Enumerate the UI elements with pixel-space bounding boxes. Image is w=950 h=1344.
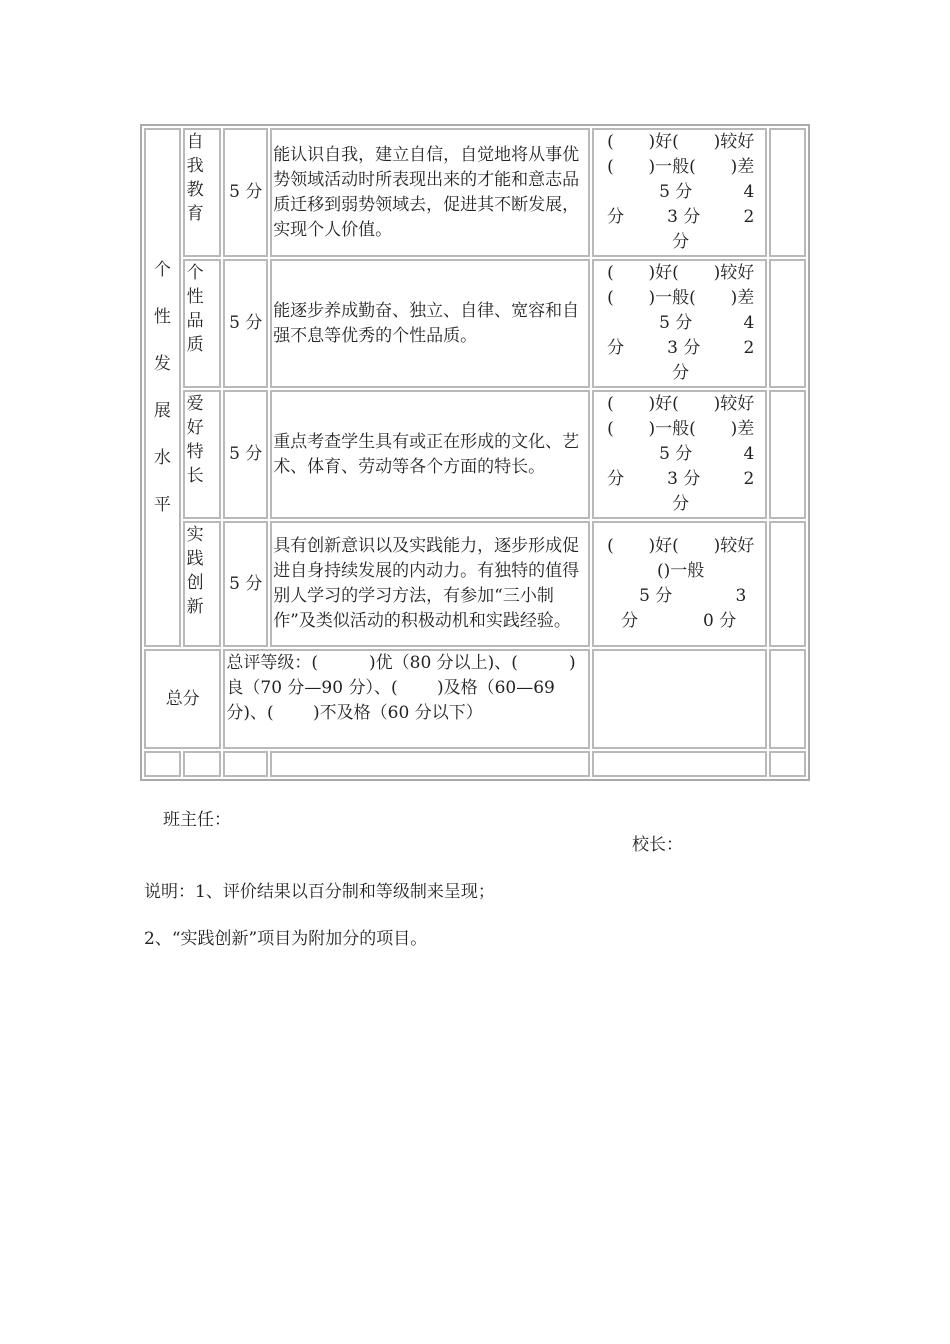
subitem-label: 个性 <box>186 263 204 307</box>
empty-cell <box>223 751 268 777</box>
grade-line: 分 <box>672 363 690 383</box>
empty-cell <box>769 390 806 519</box>
grade-line: 分 3 分 2 <box>607 207 755 227</box>
subitem-label: 爱好 <box>186 394 204 438</box>
principal-signature-label: 校长： <box>632 835 683 855</box>
subitem-cell <box>183 521 222 647</box>
description-cell: 能逐步养成勤奋、独立、自律、宽容和自强不息等优秀的个性品质。 <box>270 259 590 388</box>
table-row <box>144 390 806 519</box>
score-cell: 5 分 <box>223 390 268 519</box>
grade-line: ( )一般 <box>657 561 705 581</box>
table-row <box>144 751 806 777</box>
headteacher-signature-label: 班主任： <box>163 810 231 830</box>
empty-cell <box>183 751 222 777</box>
note-line-2: 2、“实践创新”项目为附加分的项目。 <box>144 929 428 949</box>
empty-cell <box>144 751 181 777</box>
category-char: 性 <box>153 306 171 327</box>
grade-line: 5 分 4 <box>659 182 755 202</box>
description-cell: 重点考查学生具有或正在形成的文化、艺术、体育、劳动等各个方面的特长。 <box>270 390 590 519</box>
category-char: 个 <box>153 259 171 280</box>
total-grade-text: 总评等级：( )优（80 分以上)、( )良（70 分—90 分）、( )及格（60—69 分)、( )不及格（60 分以下） <box>223 649 590 749</box>
grade-line: 分 <box>672 494 690 514</box>
grade-line: ( )一般( )差 <box>607 157 755 177</box>
category-char: 发 <box>153 353 171 374</box>
grade-cell <box>592 521 767 647</box>
category-char: 展 <box>153 400 171 421</box>
note-line-1: 说明：1、评价结果以百分制和等级制来呈现； <box>144 882 495 902</box>
subitem-cell <box>183 128 222 257</box>
score-cell: 5 分 <box>223 521 268 647</box>
empty-cell <box>769 259 806 388</box>
category-char: 水 <box>153 447 171 468</box>
table-row <box>144 649 806 749</box>
empty-cell <box>769 649 806 749</box>
grade-line: ( )好( )较好 <box>607 536 755 556</box>
grade-cell <box>592 259 767 388</box>
description-cell: 能认识自我，建立自信，自觉地将从事优势领域活动时所表现出来的才能和意志品质迁移到弱势领域去，促进其不断发展，实现个人价值。 <box>270 128 590 257</box>
empty-cell <box>592 649 767 749</box>
subitem-label: 创新 <box>186 573 204 617</box>
empty-cell <box>769 521 806 647</box>
description-cell: 具有创新意识以及实践能力，逐步形成促进自身持续发展的内动力。有独特的值得别人学习的学习方法，有参加“三小制作”及类似活动的积极动机和实践经验。 <box>270 521 590 647</box>
empty-cell <box>769 751 806 777</box>
grade-line: 分 3 分 2 <box>607 338 755 358</box>
subitem-label: 特长 <box>186 442 204 486</box>
category-char: 平 <box>153 494 171 515</box>
grade-line: 分 <box>672 232 690 252</box>
table-row <box>144 521 806 647</box>
subitem-cell <box>183 390 222 519</box>
category-cell <box>144 128 181 647</box>
grade-line: ( )好( )较好 <box>607 394 755 414</box>
grade-line: ( )一般( )差 <box>607 419 755 439</box>
grade-line: ( )一般( )差 <box>607 288 755 308</box>
total-label: 总分 <box>144 649 221 749</box>
grade-line: 分 0 分 <box>621 611 737 631</box>
subitem-label: 自我 <box>186 132 204 176</box>
grade-line: ( )好( )较好 <box>607 263 755 283</box>
table-row <box>144 259 806 388</box>
subitem-label: 教育 <box>186 180 204 224</box>
empty-cell <box>769 128 806 257</box>
score-cell: 5 分 <box>223 259 268 388</box>
grade-cell <box>592 390 767 519</box>
subitem-label: 实践 <box>186 525 204 569</box>
table-row <box>144 128 806 257</box>
score-cell: 5 分 <box>223 128 268 257</box>
grade-line: 5 分 4 <box>659 313 755 333</box>
subitem-label: 品质 <box>186 311 204 355</box>
grade-line: ( )好( )较好 <box>607 132 755 152</box>
grade-cell <box>592 128 767 257</box>
grade-line: 5 分 3 <box>639 586 747 606</box>
grade-line: 5 分 4 <box>659 444 755 464</box>
grade-line: 分 3 分 2 <box>607 469 755 489</box>
empty-cell <box>270 751 590 777</box>
subitem-cell <box>183 259 222 388</box>
evaluation-table <box>140 124 810 781</box>
empty-cell <box>592 751 767 777</box>
